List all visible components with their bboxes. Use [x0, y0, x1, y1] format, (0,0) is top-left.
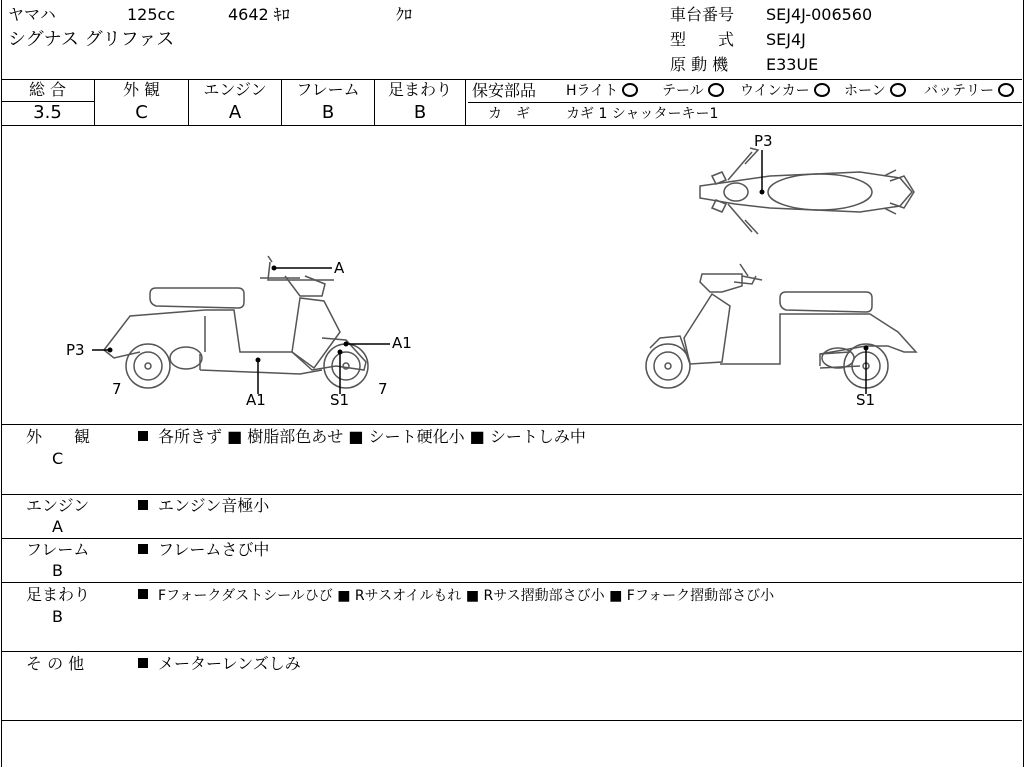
label-left-7-right: 7: [378, 380, 388, 398]
displacement: 125cc: [127, 5, 176, 24]
scooter-left-view: [104, 256, 368, 388]
safety-item-tail: [662, 83, 724, 99]
remark-title: そ の 他: [26, 654, 85, 673]
divider: [465, 79, 466, 125]
safety-item-label: バッテリー: [924, 83, 994, 99]
safety-item-battery: [924, 83, 1014, 99]
bullet-square-icon: [138, 500, 148, 510]
remark-text: 各所きず ■ 樹脂部色あせ ■ シート硬化小 ■ シートしみ中: [138, 428, 586, 446]
remark-title: エンジン: [26, 496, 90, 515]
scooter-right-view: [646, 264, 916, 388]
type-value: SEJ4J: [766, 30, 806, 49]
chassis-value: SEJ4J-006560: [766, 5, 873, 24]
score-label: エンジン: [203, 80, 267, 99]
safety-item-label: テール: [662, 83, 704, 99]
label-left-s1: S1: [330, 391, 350, 409]
safety-item-winker: [740, 83, 830, 99]
safety-item-horn: [844, 83, 906, 99]
divider: [1, 494, 1022, 495]
divider: [1, 582, 1022, 583]
score-label: フレーム: [296, 80, 360, 99]
ok-circle-icon: [708, 83, 724, 97]
remark-title: 外 観: [26, 427, 91, 446]
remark-grade: C: [52, 449, 64, 468]
chassis-label: 車台番号: [670, 5, 735, 24]
color: ｸﾛ: [396, 5, 413, 24]
safety-title: 保安部品: [472, 81, 537, 100]
divider: [468, 102, 1022, 103]
safety-item-label: ウインカー: [740, 83, 810, 99]
divider: [1, 720, 1022, 721]
ok-circle-icon: [890, 83, 906, 97]
label-left-7-left: 7: [112, 380, 122, 398]
model-name: シグナス グリファス: [8, 29, 175, 50]
type-label: 型 式: [670, 30, 735, 49]
ok-circle-icon: [998, 83, 1014, 97]
score-value: B: [413, 102, 427, 123]
ok-circle-icon: [622, 83, 638, 97]
score-value: B: [321, 102, 335, 123]
engine-value: E33UE: [766, 55, 819, 74]
remark-grade: A: [52, 517, 63, 536]
remark-text: エンジン音極小: [138, 497, 269, 515]
remark-text: フレームさび中: [138, 541, 269, 559]
label-right-s1: S1: [856, 391, 876, 409]
divider: [1, 651, 1022, 652]
divider: [1, 424, 1022, 425]
label-left-a1-bottom: A1: [246, 391, 266, 409]
mileage: 4642 ｷﾛ: [228, 5, 290, 24]
remark-grade: B: [52, 561, 63, 580]
score-value: A: [228, 102, 242, 123]
maker: ヤマハ: [8, 5, 56, 24]
score-value: 3.5: [33, 102, 62, 123]
score-label: 総 合: [28, 80, 67, 99]
scooter-top-view: [700, 148, 914, 234]
bullet-square-icon: [138, 544, 148, 554]
divider: [1, 538, 1022, 539]
keys-value: カギ 1 シャッターキー1: [566, 106, 719, 122]
remark-title: 足まわり: [26, 585, 91, 604]
label-left-p3: P3: [66, 341, 85, 359]
score-value: C: [135, 102, 148, 123]
remark-text: Fフォークダストシールひび ■ Rサスオイルもれ ■ Rサス摺動部さび小 ■ Fフォーク摺動部さび小: [138, 588, 774, 604]
bullet-square-icon: [138, 658, 148, 668]
safety-item-label: ホーン: [844, 83, 886, 99]
label-top-p3: P3: [754, 132, 773, 150]
scooter-diagrams: [0, 126, 1024, 424]
bullet-square-icon: [138, 431, 148, 441]
safety-item-label: Hライト: [566, 83, 619, 99]
remark-grade: B: [52, 607, 63, 626]
remark-text: メーターレンズしみ: [138, 655, 301, 673]
keys-label: カ ギ: [488, 106, 530, 122]
ok-circle-icon: [814, 83, 830, 97]
score-label: 足まわり: [387, 80, 452, 99]
label-left-a1-right: A1: [392, 334, 412, 352]
label-left-a: A: [334, 259, 345, 277]
safety-item-headlight: [566, 83, 638, 99]
score-label: 外 観: [122, 80, 161, 99]
remark-title: フレーム: [26, 540, 90, 559]
bullet-square-icon: [138, 589, 148, 599]
engine-label: 原 動 機: [670, 55, 729, 74]
damage-diagram: [0, 126, 1024, 424]
